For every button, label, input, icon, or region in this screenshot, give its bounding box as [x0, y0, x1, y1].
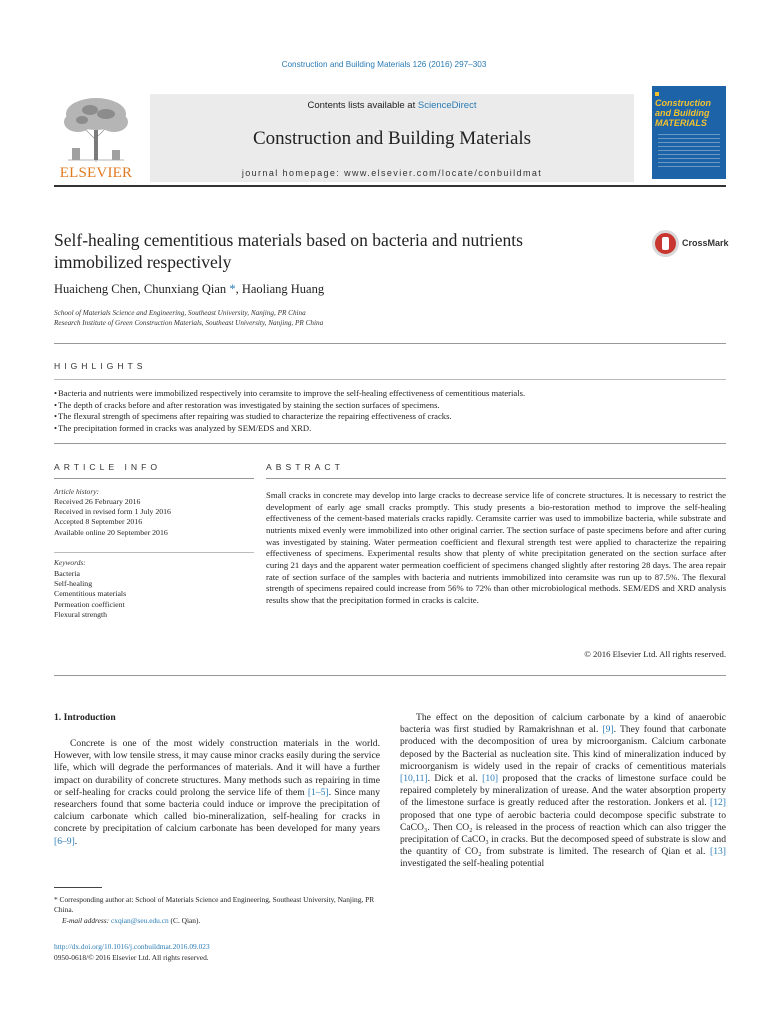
contents-prefix: Contents lists available at: [307, 100, 418, 111]
footnote-line: [54, 895, 380, 916]
issn-line: 0950-0618/© 2016 Elsevier Ltd. All rights reserved.: [54, 953, 209, 962]
footnote-divider: [54, 887, 102, 888]
history-item: Received 26 February 2016: [54, 497, 141, 506]
text-run: . Since many researchers found that some bacteria could induce or improve the precipitation of calcium carbonate which called bio-mineralization, self-healing for cracks in concrete by precipitation of calcium carbonate has been developed for many years: [54, 786, 380, 835]
email-label: E-mail address:: [62, 915, 111, 925]
keyword-item: Flexural strength: [54, 609, 108, 619]
highlight-item: • The flexural strength of specimens after repairing was studied to characterize the repairing effectiveness of cracks.: [54, 411, 726, 423]
paragraph: [54, 738, 380, 848]
right-column-text: [400, 712, 726, 871]
sciencedirect-link[interactable]: ScienceDirect: [417, 100, 477, 111]
section-divider: [54, 443, 726, 444]
affiliation: School of Materials Science and Engineering, Southeast University, Nanjing, PR China: [54, 309, 306, 317]
journal-homepage: [150, 168, 634, 178]
citation-link[interactable]: [10,11]: [400, 773, 428, 785]
journal-reference-link[interactable]: Construction and Building Materials 126 (2016) 297–303: [281, 60, 487, 69]
abstract-body: Small cracks in concrete may develop into large cracks to decrease service life of concrete structures. It is necessary to restrict the development of early age small cracks promptly. This study presents a bio-restoration method to improve the self-healing effectiveness of the cement-based materials cracks rapidly. Ceramsite carrier was used to immobilize bacteria, while substrate and nutrients mixed evenly were immobilized into other original carrier. The section surface of paste specimens before and after curing was investigated by staining. Water permeation coefficient and flexural strength test were applied to characterize the repairing effectiveness of specimens. Experimental results show that plenty of white precipitation generated on the section surface after curing 21 days and the apparent water permeation coefficient of specimens changed slightly after restoring 28 days. The area repair rate of section surface of the samples with bacteria and nutrients immobilized into ceramsite was run up to 87.5%. The flexural strength of specimens repaired could increase from 56% to 72% than other microbiological methods. SEM/EDS and XRD analysis results show that the precipitation formed in cracks is calcite.: [266, 490, 726, 605]
text-run: Concrete is one of the most widely construction materials in the world. However, with low tensile stress, it may cause minor cracks easily during the service life, which will degrade the performances of materials. And it will have a further impact on durability of concrete structures. Many methods such as repairing in time or self-healing for cracks could prolong the service life of them: [54, 738, 380, 798]
text-run: . Dick et al.: [427, 773, 483, 785]
introduction-heading: 1. Introduction: [54, 712, 116, 723]
keyword-item: Cementitious materials: [54, 589, 127, 599]
homepage-prefix: journal homepage:: [241, 168, 345, 178]
journal-header-band: [150, 94, 634, 182]
affiliation: Research Institute of Green Construction Materials, Southeast University, Nanjing, PR China: [54, 319, 324, 327]
citation-link[interactable]: [6–9]: [54, 835, 75, 847]
keywords-list: [54, 569, 126, 620]
keyword-item: Self-healing: [54, 579, 93, 589]
crossmark-icon: [652, 230, 679, 257]
journal-masthead: [54, 86, 726, 182]
cover-title: [655, 98, 725, 128]
journal-cover-image: [652, 86, 726, 179]
citation-link[interactable]: [13]: [710, 846, 726, 858]
section-divider: [54, 675, 726, 676]
text-run: The effect on the deposition of calcium carbonate by a kind of anaerobic bacteria was first studied by Ramakrishnan et al.: [400, 712, 726, 736]
cover-title-line: Construction: [655, 98, 711, 108]
abstract-heading: ABSTRACT: [266, 462, 344, 472]
highlight-item: • The depth of cracks before and after restoration was investigated by staining the section surfaces of specimens.: [54, 400, 726, 412]
author-list: [54, 282, 324, 297]
publisher-name: ELSEVIER: [59, 165, 133, 181]
history-item: Received in revised form 1 July 2016: [54, 507, 171, 517]
article-title: Self-healing cementitious materials based on bacteria and nutrients immobilized respectively: [54, 230, 523, 272]
keyword-item: Permeation coefficient: [54, 599, 125, 609]
journal-name: Construction and Building Materials: [252, 128, 532, 149]
cover-text-lines: [658, 134, 720, 170]
cover-marker: [655, 92, 659, 96]
elsevier-tree-logo: [54, 94, 144, 182]
keywords-heading: Keywords:: [54, 558, 86, 567]
footnote-text: Corresponding author at: School of Materials Science and Engineering, Southeast University, Nanjing, PR China.: [54, 895, 375, 915]
tree-icon: [54, 94, 138, 164]
highlight-item: • The precipitation formed in cracks was analyzed by SEM/EDS and XRD.: [54, 423, 726, 435]
section-divider: [54, 343, 726, 344]
corresponding-author-mark[interactable]: *: [229, 282, 236, 296]
text-run: investigated the self-healing potential: [400, 858, 545, 870]
authors-text: Huaicheng Chen, Chunxiang Qian: [54, 282, 230, 296]
section-divider: [54, 478, 254, 479]
footnote: [54, 895, 380, 926]
authors-text: , Haoliang Huang: [235, 282, 325, 296]
highlight-item: • Bacteria and nutrients were immobilized respectively into ceramsite to improve the self-healing effectiveness of cementitious materials.: [54, 388, 726, 400]
highlights-heading: HIGHLIGHTS: [54, 361, 147, 371]
header-divider: [54, 185, 726, 187]
email-link[interactable]: cxqian@seu.edu.cn: [111, 915, 169, 925]
history-heading: Article history:: [54, 487, 99, 496]
footnote-mark: *: [54, 895, 58, 904]
crossmark-label: CrossMark: [682, 238, 729, 248]
keyword-item: Bacteria: [54, 569, 80, 578]
crossmark-button[interactable]: [652, 230, 732, 260]
doi-link[interactable]: http://dx.doi.org/10.1016/j.conbuildmat.2016.09.023: [54, 942, 210, 951]
section-divider: [54, 552, 254, 553]
email-suffix: (C. Qian).: [168, 915, 201, 925]
contents-line: [150, 100, 634, 111]
text-run: proposed that the cracks of limestone surface could be repaired completely by mineralization of urease. And the water absorption property of the limestone surface is greatly reduced after the restoration. Jonkers et al.: [400, 773, 726, 809]
text-run: .: [74, 835, 78, 847]
cover-title-line: and Building: [655, 108, 710, 118]
article-info-heading: ARTICLE INFO: [54, 462, 162, 472]
text-run: proposed that one type of aerobic bacteria could decompose specific substrate to CaCO₃. Then CO₂ is released in the process of reaction which can also trigger the precipitation of CaCO₃ in cracks. But the decomposed speed of substrate is slow and the quantity of CO₂ from substrate is limited. The research of Qian et al.: [400, 809, 726, 858]
section-divider: [266, 478, 726, 479]
cover-title-line: MATERIALS: [655, 118, 707, 128]
highlights-list: [54, 388, 726, 434]
citation-link[interactable]: [1–5]: [307, 786, 329, 798]
citation-link[interactable]: [12]: [710, 797, 726, 809]
homepage-url-link[interactable]: www.elsevier.com/locate/conbuildmat: [344, 168, 543, 178]
history-list: [54, 497, 171, 538]
citation-link[interactable]: [9]: [602, 724, 614, 736]
paragraph: [400, 712, 726, 871]
citation-link[interactable]: [10]: [482, 773, 499, 785]
text-run: . They found that carbonate produced with the decomposition of urea by microorganism. Calcium carbonate deposed by the Bacterial as nucleation site. This kind of mineralization induced by microorganism is widely used in the repair of cracks of cementitious materials: [400, 724, 726, 772]
footnote-line: [54, 916, 380, 926]
section-divider: [54, 379, 726, 380]
left-column-text: [54, 738, 380, 848]
history-item: Accepted 8 September 2016: [54, 517, 143, 527]
history-item: Available online 20 September 2016: [54, 527, 168, 537]
abstract-copyright: © 2016 Elsevier Ltd. All rights reserved.: [584, 649, 726, 659]
